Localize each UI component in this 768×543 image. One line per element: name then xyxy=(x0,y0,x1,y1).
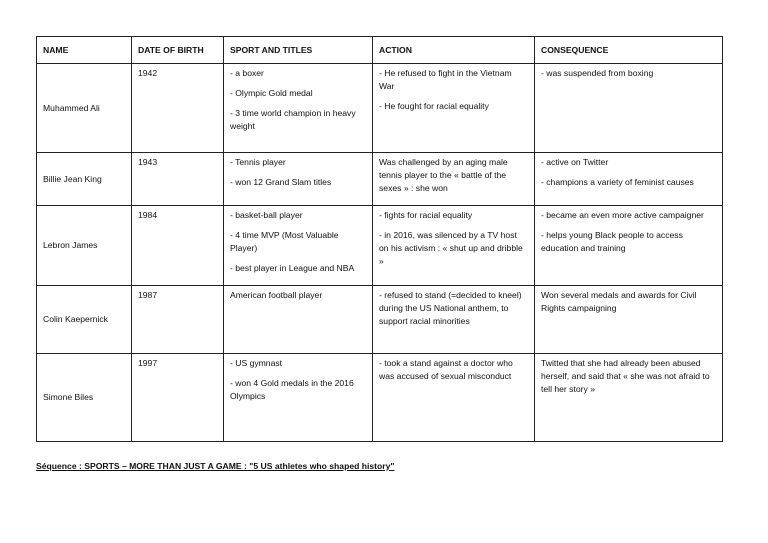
athlete-name: Simone Biles xyxy=(37,354,132,442)
action-cell xyxy=(373,286,535,354)
table-row xyxy=(37,206,723,286)
action-cell xyxy=(373,153,535,206)
athlete-name: Colin Kaepernick xyxy=(37,286,132,354)
header-action: ACTION xyxy=(373,37,535,64)
action-cell xyxy=(373,64,535,153)
action-line: - He fought for racial equality xyxy=(379,101,489,111)
athlete-name: Billie Jean King xyxy=(37,153,132,206)
sport-line: - won 12 Grand Slam titles xyxy=(230,177,332,187)
header-consequence: CONSEQUENCE xyxy=(535,37,723,64)
athlete-name: Muhammed Ali xyxy=(37,64,132,153)
action-line: - refused to stand (=decided to kneel) during the US National anthem, to support racial minorities xyxy=(379,290,522,326)
action-line: - took a stand against a doctor who was accused of sexual misconduct xyxy=(379,358,513,381)
consequence-line: - champions a variety of feminist causes xyxy=(541,177,694,187)
sport-line: - 3 time world champion in heavy weight xyxy=(230,108,356,131)
table-row xyxy=(37,153,723,206)
sport-line: - best player in League and NBA xyxy=(230,263,355,273)
consequence-line: - helps young Black people to access education and training xyxy=(541,230,683,253)
table-row xyxy=(37,286,723,354)
sequence-caption: Séquence : SPORTS – MORE THAN JUST A GAME : "5 US athletes who shaped history" xyxy=(36,461,395,471)
sport-cell xyxy=(224,153,373,206)
sport-line: - Olympic Gold medal xyxy=(230,88,313,98)
athletes-table xyxy=(36,36,723,442)
sport-line: - basket-ball player xyxy=(230,210,303,220)
consequence-line: Won several medals and awards for Civil Rights campaigning xyxy=(541,290,697,313)
sport-cell xyxy=(224,64,373,153)
sport-line: - US gymnast xyxy=(230,358,283,368)
action-line: - in 2016, was silenced by a TV host on his activism : « shut up and dribble » xyxy=(379,230,523,266)
consequence-cell xyxy=(535,286,723,354)
consequence-line: - became an even more active campaigner xyxy=(541,210,704,220)
action-cell xyxy=(373,354,535,442)
consequence-line: Twitted that she had already been abused herself, and said that « she was not afraid to tell her story » xyxy=(541,358,710,394)
table-row xyxy=(37,354,723,442)
action-line: - fights for racial equality xyxy=(379,210,473,220)
header-date-of-birth: DATE OF BIRTH xyxy=(132,37,224,64)
athlete-name: Lebron James xyxy=(37,206,132,286)
header-sport-and-titles: SPORT AND TITLES xyxy=(224,37,373,64)
sport-line: American football player xyxy=(230,290,323,300)
sport-cell xyxy=(224,286,373,354)
sport-cell xyxy=(224,354,373,442)
sport-cell xyxy=(224,206,373,286)
birth-year: 1987 xyxy=(132,286,224,354)
action-cell xyxy=(373,206,535,286)
header-row xyxy=(37,37,723,64)
sport-line: - won 4 Gold medals in the 2016 Olympics xyxy=(230,378,354,401)
consequence-line: - was suspended from boxing xyxy=(541,68,654,78)
birth-year: 1942 xyxy=(132,64,224,153)
action-line: - He refused to fight in the Vietnam War xyxy=(379,68,512,91)
sport-line: - a boxer xyxy=(230,68,264,78)
birth-year: 1997 xyxy=(132,354,224,442)
consequence-cell xyxy=(535,354,723,442)
consequence-line: - active on Twitter xyxy=(541,157,609,167)
sport-line: - Tennis player xyxy=(230,157,286,167)
birth-year: 1984 xyxy=(132,206,224,286)
table-row xyxy=(37,64,723,153)
header-name: NAME xyxy=(37,37,132,64)
action-line: Was challenged by an aging male tennis player to the « battle of the sexes » : she won xyxy=(379,157,508,193)
sport-line: - 4 time MVP (Most Valuable Player) xyxy=(230,230,339,253)
consequence-cell xyxy=(535,153,723,206)
consequence-cell xyxy=(535,206,723,286)
consequence-cell xyxy=(535,64,723,153)
birth-year: 1943 xyxy=(132,153,224,206)
